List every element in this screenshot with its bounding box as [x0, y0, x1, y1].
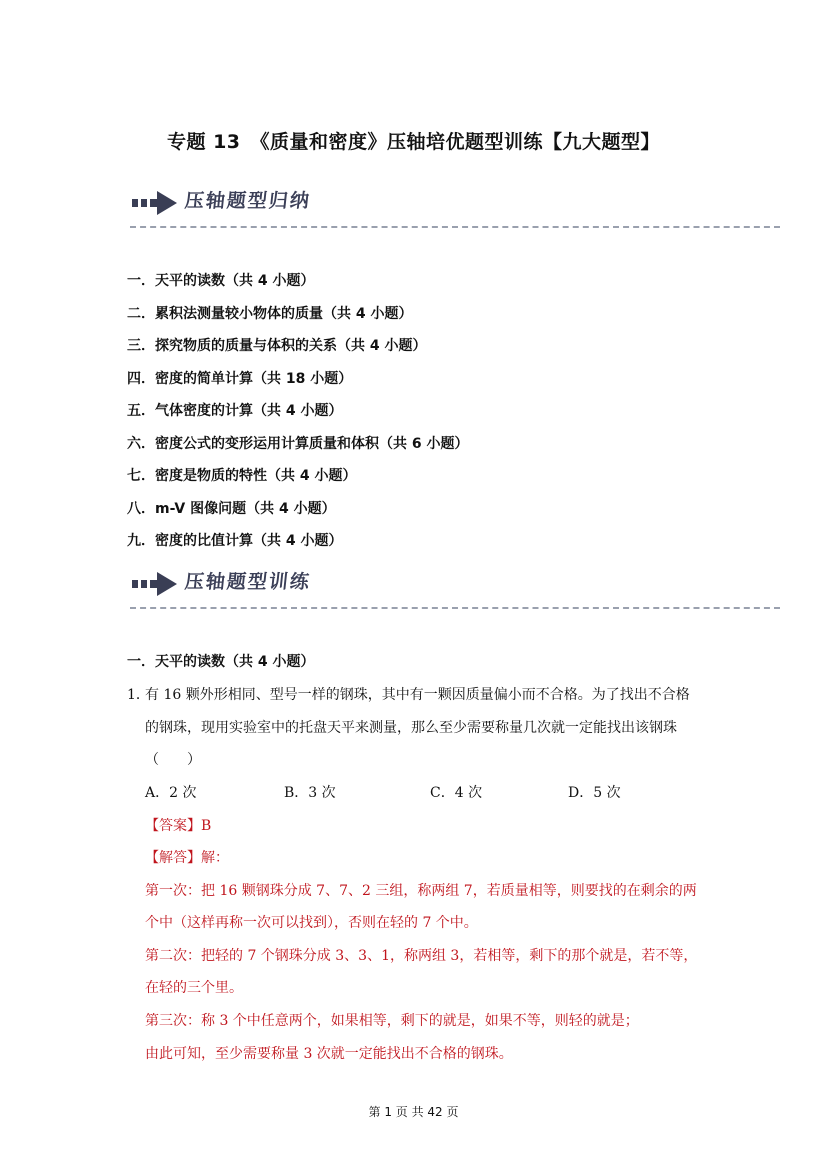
dashed-divider [130, 607, 780, 609]
answer-bracket: （ ） [145, 752, 201, 768]
analysis-text: 在轻的三个里。 [145, 980, 243, 996]
analysis-text: 第二次：把轻的 7 个钢珠分成 3、3、1，称两组 3，若相等，剩下的那个就是，若不等， [145, 948, 698, 964]
section-heading: 一．天平的读数（共 4 小题） [127, 654, 315, 670]
toc-item: 七．密度是物质的特性（共 4 小题） [127, 468, 357, 484]
toc-item: 四．密度的简单计算（共 18 小题） [127, 370, 353, 387]
toc-item: 五．气体密度的计算（共 4 小题） [127, 403, 343, 419]
option-d: D．5 次 [568, 785, 621, 801]
answer-value: B [201, 818, 212, 834]
toc-item: 二．累积法测量较小物体的质量（共 4 小题） [127, 305, 413, 322]
analysis-text: 个中（这样再称一次可以找到），否则在轻的 7 个中。 [145, 915, 478, 931]
analysis-intro: 解： [201, 850, 229, 866]
page-footer: 第 1 页 共 42 页 [368, 1105, 459, 1119]
option-c: C．4 次 [430, 785, 483, 801]
banner-training-text: 压轴题型训练 [183, 571, 313, 593]
arrow-icon [130, 569, 180, 599]
option-a: A．2 次 [145, 785, 197, 801]
analysis-text: 由此可知，至少需要称量 3 次就一定能找出不合格的钢珠。 [145, 1046, 513, 1062]
analysis-label: 【解答】 [145, 850, 201, 866]
dashed-divider [130, 226, 780, 228]
question-text-line: 的钢珠，现用实验室中的托盘天平来测量，那么至少需要称量几次就一定能找出该钢珠 [145, 720, 677, 736]
toc-item: 六．密度公式的变形运用计算质量和体积（共 6 小题） [127, 435, 469, 452]
page-title: 专题 13 《质量和密度》压轴培优题型训练【九大题型】 [166, 131, 661, 153]
toc-item: 三．探究物质的质量与体积的关系（共 4 小题） [127, 338, 427, 354]
arrow-icon [130, 188, 180, 218]
banner-summary-text: 压轴题型归纳 [183, 190, 313, 212]
section-banner-summary [130, 182, 780, 228]
topic-list [127, 270, 469, 563]
question-text-line: 有 16 颗外形相同、型号一样的钢珠，其中有一颗因质量偏小而不合格。为了找出不合格 [145, 687, 690, 703]
question-number: 1． [127, 687, 150, 703]
section-banner-training [130, 563, 780, 609]
toc-item: 九．密度的比值计算（共 4 小题） [127, 533, 343, 549]
toc-item: 八．m-V 图像问题（共 4 小题） [127, 500, 336, 517]
answer-line [145, 815, 211, 835]
answer-label: 【答案】 [145, 818, 201, 834]
analysis-line [145, 847, 229, 867]
toc-item: 一．天平的读数（共 4 小题） [127, 273, 315, 289]
option-b: B．3 次 [284, 785, 336, 801]
analysis-text: 第一次：把 16 颗钢珠分成 7、7、2 三组，称两组 7，若质量相等，则要找的在剩余的两 [145, 883, 697, 899]
analysis-text: 第三次：称 3 个中任意两个，如果相等，剩下的就是，如果不等，则轻的就是； [145, 1013, 639, 1029]
